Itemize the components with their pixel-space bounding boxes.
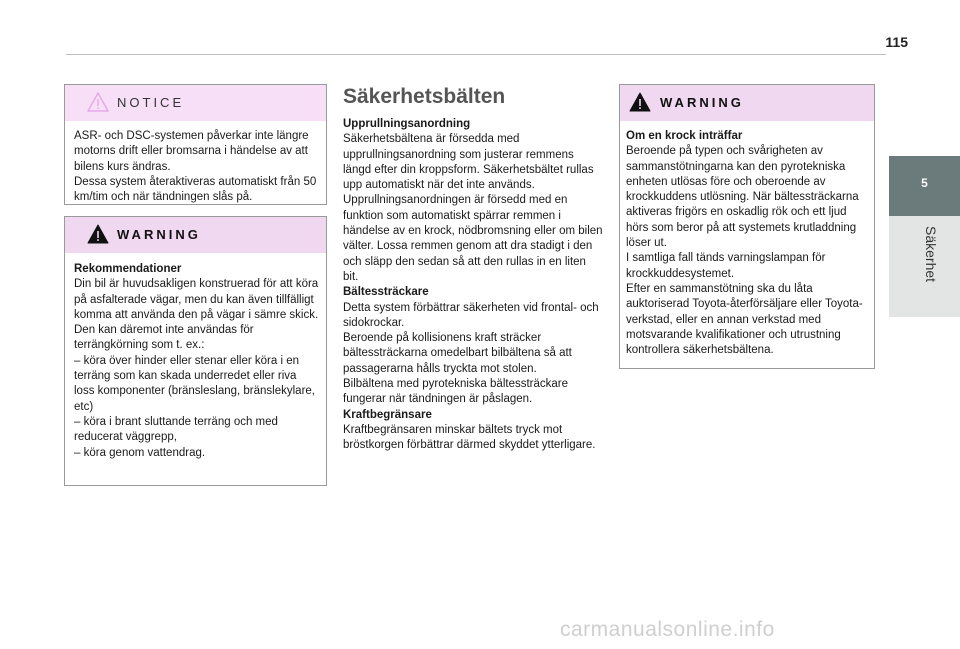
warning-icon — [87, 224, 109, 244]
warning-label: WARNING — [117, 227, 201, 242]
warning-box-right — [619, 84, 875, 369]
section-text: Detta system förbättrar säkerheten vid frontal- och sidokrockar. — [343, 301, 599, 329]
section-text: Upprullningsanordningen är försedd med en funktion som automatiskt spärrar remmen i händelse av en krock, nödbromsning eller om bilen välter. Lossa remmen genom att dra stadigt i den och släpp den sedan så att den rullas in en liten bit. — [343, 194, 603, 283]
section-text: Säkerhetsbältena är försedda med upprullningsanordning som justerar remmens längd efter din kroppsform. Säkerhetsbältet rullas upp automatiskt när det inte används. — [343, 133, 594, 192]
section-heading: Bältessträckare — [343, 286, 429, 299]
caution-outline-icon — [87, 92, 109, 112]
warning-heading: Om en krock inträffar — [626, 130, 743, 142]
main-column — [343, 84, 603, 454]
main-body — [343, 117, 603, 454]
warning-text: Din bil är huvudsakligen konstruerad för att köra på asfalterade vägar, men du kan även tillfälligt komma att använda den på vägar i sämre skick. — [74, 278, 319, 321]
warning-text: – köra genom vattendrag. — [74, 446, 206, 459]
warning-box-left — [64, 216, 327, 486]
section-text: Bilbältena med pyrotekniska bältessträckare fungerar när tändningen är påslagen. — [343, 378, 569, 406]
page-title: Säkerhetsbälten — [343, 85, 506, 108]
notice-box — [64, 84, 327, 205]
warning-text: I samtliga fall tänds varningslampan för krockkuddesystemet. — [626, 252, 826, 280]
chapter-title: Säkerhet — [923, 226, 939, 283]
warning-icon — [629, 92, 651, 112]
warning-header — [620, 85, 874, 121]
warning-body — [620, 121, 874, 358]
warning-text: – köra över hinder eller stenar eller köra i en terräng som kan skada underredet eller riva loss komponenter (bränsleslang, bränslekylare, etc) — [74, 354, 315, 413]
warning-text: – köra i brant sluttande terräng och med reducerat väggrepp, — [74, 415, 278, 444]
notice-header — [65, 85, 326, 121]
warning-text: Den kan däremot inte användas för terrängkörning som t. ex.: — [74, 324, 254, 352]
warning-text: Beroende på typen och svårigheten av sammanstötningarna kan den pyrotekniska enheten utlösas före och oberoende av krockkuddens utlösning. När bältessträckarna aktiveras frigörs en oskadlig rök och ett ljud hörs som beror på att systemets krutladdning löser ut. — [626, 145, 859, 250]
watermark: carmanualsonline.info — [560, 618, 775, 641]
notice-text: ASR- och DSC-systemen påverkar inte längre motorns drift eller bromsarna i händelse av att bilens kurs ändras. — [74, 130, 309, 173]
section-heading: Kraftbegränsare — [343, 408, 432, 421]
chapter-tab[interactable] — [889, 156, 960, 216]
warning-body — [65, 253, 326, 461]
warning-label: WARNING — [660, 95, 744, 110]
notice-label: NOTICE — [117, 95, 185, 110]
chapter-number: 5 — [921, 176, 928, 190]
page-number: 115 — [885, 34, 908, 50]
warning-header — [65, 217, 326, 253]
section-heading: Upprullningsanordning — [343, 118, 471, 130]
warning-text: Efter en sammanstötning ska du låta auktoriserad Toyota-återförsäljare eller Toyota-verkstad, eller en annan verkstad med motsvarande kvalifikationer och utrustning kontrollera säkerhetsbältena. — [626, 282, 863, 357]
section-text: Beroende på kollisionens kraft sträcker bältessträckarna omedelbart bilbältena så att passagerarna hålls tryckta mot stolen. — [343, 332, 572, 375]
warning-heading: Rekommendationer — [74, 263, 182, 275]
header-divider — [66, 54, 886, 55]
notice-text: Dessa system återaktiveras automatiskt från 50 km/tim och när tändningen slås på. — [74, 175, 317, 204]
notice-body — [65, 121, 326, 205]
section-text: Kraftbegränsaren minskar bältets tryck mot bröstkorgen förbättrar därmed skyddet ytterligare. — [343, 423, 596, 452]
